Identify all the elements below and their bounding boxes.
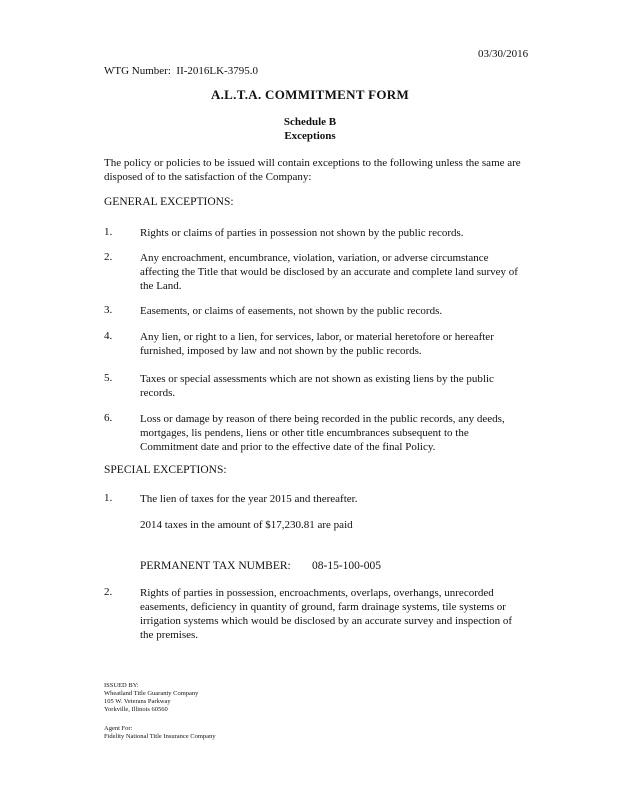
general-exceptions-heading: GENERAL EXCEPTIONS:	[104, 196, 234, 208]
tax-number-label: PERMANENT TAX NUMBER:	[140, 560, 291, 572]
general-exception-number: 6.	[104, 412, 113, 424]
general-exception-text: Any encroachment, encumbrance, violation, variation, or adverse circumstance affecting the Title that would be disclosed by an accurate and complete land survey of the Land.	[140, 252, 518, 292]
schedule-heading	[0, 115, 620, 143]
general-exception-text: Rights or claims of parties in possession not shown by the public records.	[140, 227, 464, 239]
tax-note: 2014 taxes in the amount of $17,230.81 are paid	[140, 519, 353, 531]
intro-paragraph: The policy or policies to be issued will contain exceptions to the following unless the same are disposed of to the satisfaction of the Company:	[104, 157, 521, 183]
page-title: A.L.T.A. COMMITMENT FORM	[210, 87, 410, 102]
document-date: 03/30/2016	[478, 48, 529, 60]
wtg-number: II-2016LK-3795.0	[176, 65, 258, 77]
general-exception-number: 5.	[104, 372, 113, 384]
schedule-subtitle: Exceptions	[284, 130, 336, 142]
general-exception-number: 2.	[104, 251, 113, 263]
general-exception-text: Any lien, or right to a lien, for services, labor, or material heretofore or hereafter furnished, imposed by law and not shown by the public records.	[140, 331, 494, 357]
wtg-label: WTG Number:	[104, 65, 171, 77]
general-exception-number: 1.	[104, 226, 113, 238]
general-exception-text: Loss or damage by reason of there being recorded in the public records, any deeds, mortgages, lis pendens, liens or other title encumbrances subsequent to the Commitment date and prior to the effective date of the final Policy.	[140, 413, 505, 453]
special-exception-number: 1.	[104, 492, 113, 504]
general-exception-number: 4.	[104, 330, 113, 342]
general-exception-number: 3.	[104, 304, 113, 316]
special-exceptions-heading: SPECIAL EXCEPTIONS:	[104, 464, 227, 476]
wtg-number-line	[104, 65, 258, 77]
special-exception-number: 2.	[104, 586, 113, 598]
issued-by-block: ISSUED BY: Wheatland Title Guaranty Company 105 W. Veterans Parkway Yorkville, Illinois 60560	[104, 682, 199, 713]
schedule-label: Schedule B	[283, 116, 337, 128]
tax-number-value: 08-15-100-005	[312, 560, 381, 572]
special-exception-text: Rights of parties in possession, encroachments, overlaps, overhangs, unrecorded easements, deficiency in quantity of ground, farm drainage systems, tile systems or irrigation systems which would be disclosed by an accurate survey and inspection of the premises.	[140, 587, 513, 641]
agent-for-block: Agent For: Fidelity National Title Insurance Company	[104, 725, 216, 740]
general-exception-text: Easements, or claims of easements, not shown by the public records.	[140, 305, 443, 317]
special-exception-text: The lien of taxes for the year 2015 and thereafter.	[140, 493, 358, 505]
general-exception-text: Taxes or special assessments which are not shown as existing liens by the public records.	[140, 373, 494, 399]
